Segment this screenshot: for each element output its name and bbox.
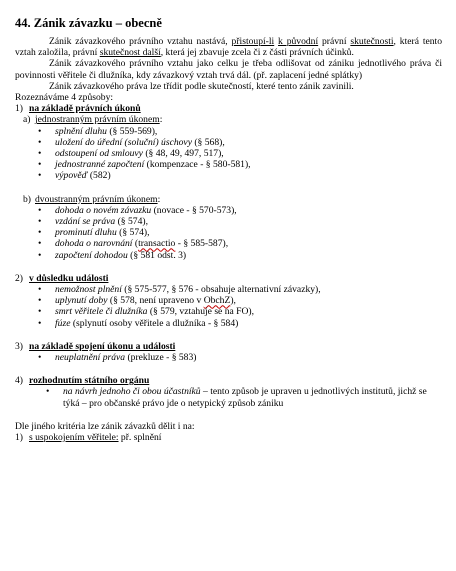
item-term: fúze xyxy=(55,317,71,329)
colon: : xyxy=(159,114,163,126)
underlined-text: skutečnosti xyxy=(350,36,394,47)
spellcheck-word: transactio xyxy=(138,238,176,250)
item-detail: ( xyxy=(132,238,139,250)
item-term: neuplatnění práva xyxy=(55,352,126,364)
underlined-text: přistoupí-li xyxy=(231,36,275,47)
section-title: na základě spojení úkonu a události xyxy=(29,340,176,352)
intro-text: Zánik závazkového právního vztahu nastává, xyxy=(49,36,228,47)
item-detail: (novace - § 570-573), xyxy=(151,204,237,216)
list-item xyxy=(38,227,442,238)
underlined-text: k původní xyxy=(278,36,319,47)
item-detail: (§ 578, není upraveno v xyxy=(107,295,204,307)
subsection-heading-a xyxy=(15,114,442,125)
intro-text: , která jej zbavuje zcela či z části právních účinků. xyxy=(160,47,354,59)
intro-paragraph-3: Zánik závazkového práva lze třídit podle skutečností, které tento zánik zavinili. xyxy=(49,80,354,92)
list-item xyxy=(38,170,442,181)
section-title: v důsledku události xyxy=(29,272,109,284)
list-item xyxy=(38,205,442,216)
spacer xyxy=(15,182,442,194)
item-detail: (splynutí osoby věřitele a dlužníka - § 584) xyxy=(70,317,239,329)
list-item xyxy=(38,126,442,137)
footer-line: Dle jiného kritéria lze zánik závazků dělit i na: xyxy=(15,420,195,432)
intro-text: právní xyxy=(322,36,347,47)
list-item xyxy=(46,386,442,408)
spacer xyxy=(15,261,442,273)
list-item xyxy=(38,238,442,249)
item-detail: ), xyxy=(230,295,236,307)
item-term: smrt věřitele či dlužníka xyxy=(55,306,148,318)
list-item xyxy=(38,159,442,170)
item-term: dohoda o novém závazku xyxy=(55,204,152,216)
item-term: splnění dluhu xyxy=(55,125,107,137)
section-4 xyxy=(15,375,442,409)
list-item xyxy=(38,148,442,159)
item-term: uplynutí doby xyxy=(55,295,108,307)
item-detail: (§ 575-577, § 576 - obsahuje alternativní závazky), xyxy=(121,284,321,296)
subsection-heading-b xyxy=(15,194,442,205)
item-term: odstoupení od smlouvy xyxy=(55,148,143,160)
bullet-list xyxy=(15,284,442,329)
list-item xyxy=(38,318,442,329)
section-2 xyxy=(15,273,442,329)
spacer xyxy=(15,329,442,341)
section-heading xyxy=(15,341,442,352)
item-detail: př. splnění xyxy=(118,432,162,444)
spacer xyxy=(15,363,442,375)
section-number: 1) xyxy=(15,103,23,115)
colon: : xyxy=(157,193,161,205)
item-detail: – tento způsob je upraven u jednotlivých institutů, jichž se týká – pro občanské právo jde o netypický způsob zániku xyxy=(63,386,427,409)
subsection-letter: b) xyxy=(23,193,31,205)
list-item xyxy=(38,137,442,148)
list-item xyxy=(38,250,442,261)
bullet-list xyxy=(15,386,442,408)
item-detail: (§ 581 odst. 3) xyxy=(127,249,187,261)
item-detail: (§ 568), xyxy=(191,136,225,148)
intro-paragraph-1: Zánik závazkového právního vztahu nastává, přistoupí-li k původní právní skutečnosti, která tento vztah založila, právní skutečnost další, která jej zbavuje zcela či z části právních účinků. xyxy=(15,36,443,59)
item-term: uložení do úřední (soluční) úschovy xyxy=(55,136,192,148)
section-number: 1) xyxy=(15,432,23,444)
intro-paragraph-2: Zánik závazkového právního vztahu jako celku je třeba odlišovat od zániku jednotlivého práva či povinnosti věřitele či dlužníka, kdy závazkový vztah trvá dál. (př. zaplacení jedné splátky) xyxy=(15,58,442,81)
item-detail: (§ 574), xyxy=(116,227,150,239)
item-term: nemožnost plnění xyxy=(55,284,122,296)
item-detail: (kompenzace - § 580-581), xyxy=(144,159,251,171)
list-item xyxy=(38,295,442,306)
item-detail: (§ 574), xyxy=(115,216,148,228)
item-detail: (§ 559-569), xyxy=(106,125,158,137)
subsection-title: dvoustranným právním úkonem xyxy=(35,193,158,205)
spacer xyxy=(15,409,442,421)
item-term: jednostranné započtení xyxy=(55,159,145,171)
section-1 xyxy=(15,103,442,261)
section-number: 4) xyxy=(15,375,23,387)
section-3 xyxy=(15,341,442,363)
item-term: prominutí dluhu xyxy=(55,227,117,239)
item-term: výpověď xyxy=(55,170,88,182)
section-title: na základě právních úkonů xyxy=(29,103,141,115)
list-item xyxy=(38,306,442,317)
underlined-text: s uspokojením věřitele: xyxy=(29,432,119,444)
footer-item xyxy=(15,432,442,443)
section-title: rozhodnutím státního orgánu xyxy=(29,375,150,387)
item-term: dohoda o narovnání xyxy=(55,238,133,250)
underlined-text: skutečnost další xyxy=(99,47,161,59)
intro-paragraph-4: Rozeznáváme 4 způsoby: xyxy=(15,92,114,104)
item-detail: (prekluze - § 583) xyxy=(125,352,197,364)
bullet-list xyxy=(15,352,442,363)
bullet-list xyxy=(15,205,442,261)
item-detail: - § 585-587), xyxy=(175,238,229,250)
section-heading xyxy=(15,273,442,284)
section-heading xyxy=(15,375,442,386)
section-number: 2) xyxy=(15,272,23,284)
list-item xyxy=(38,284,442,295)
item-term: vzdání se práva xyxy=(55,216,116,228)
subsection-title: jednostranným právním úkonem xyxy=(35,114,160,126)
item-term: na návrh jednoho či obou účastníků xyxy=(63,386,201,398)
intro-text: která tento vztah založila, právní xyxy=(15,36,443,59)
item-term: započtení dohodou xyxy=(55,249,128,261)
spellcheck-word: ObchZ xyxy=(203,295,231,307)
item-detail: (§ 48, 49, 497, 517), xyxy=(142,148,224,160)
list-item xyxy=(38,352,442,363)
bullet-list xyxy=(15,126,442,182)
page-title: 44. Zánik závazku – obecně xyxy=(15,16,162,30)
section-number: 3) xyxy=(15,340,23,352)
list-item xyxy=(38,216,442,227)
item-detail: (582) xyxy=(87,170,111,182)
subsection-letter: a) xyxy=(23,114,31,126)
section-heading xyxy=(15,103,442,114)
item-detail: (§ 579, vztahuje se na FO), xyxy=(147,306,255,318)
